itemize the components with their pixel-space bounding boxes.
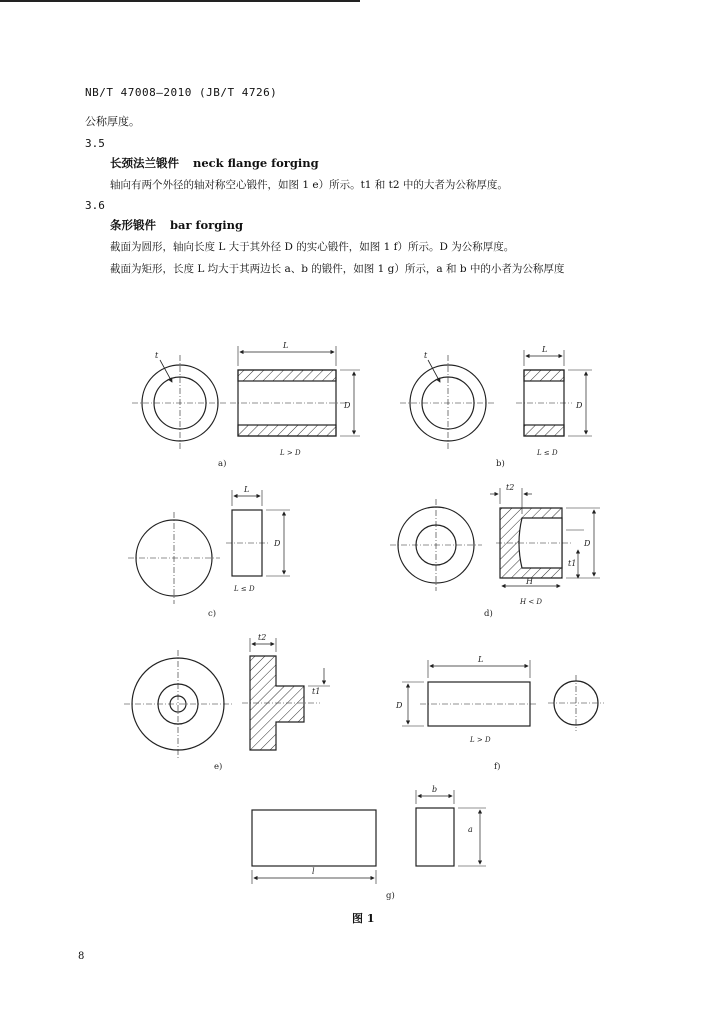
- dim-label: l: [312, 867, 315, 876]
- dim-label: t: [424, 351, 428, 360]
- dim-label: b: [432, 785, 438, 794]
- condition-label: L ≤ D: [537, 449, 558, 457]
- subfigure-label-b: b): [496, 459, 505, 469]
- subfigure-b: [400, 350, 592, 451]
- figure-caption: 图 1: [352, 912, 375, 925]
- dim-label: D: [576, 401, 583, 410]
- dim-label: t1: [312, 687, 321, 696]
- dim-label: L: [478, 655, 484, 664]
- subfigure-c: [128, 490, 290, 604]
- term-cn: 长颈法兰锻件: [110, 156, 179, 170]
- section-paragraph: 轴向有两个外径的轴对称空心锻件，如图 1 e）所示。t1 和 t2 中的大者为公称厚度。: [110, 179, 508, 191]
- subfigure-label-d: d): [484, 609, 493, 619]
- condition-label: L ≤ D: [234, 585, 255, 593]
- dim-label: H: [526, 577, 533, 586]
- condition-label: H < D: [520, 598, 543, 606]
- subfigure-e: [124, 638, 330, 758]
- subfigure-a: [132, 346, 360, 451]
- dim-label: D: [396, 701, 403, 710]
- dim-label: t2: [258, 633, 267, 642]
- subfigure-label-e: e): [214, 762, 223, 772]
- dim-label: D: [344, 401, 351, 410]
- page-number: 8: [78, 951, 85, 962]
- subfigure-d: [390, 488, 600, 591]
- subfigure-label-c: c): [208, 609, 217, 619]
- standard-header: NB/T 47008—2010 (JB/T 4726): [85, 86, 278, 99]
- subfigure-label-g: g): [386, 891, 395, 901]
- section-number-3-6: 3.6: [85, 199, 105, 212]
- dim-label: t: [155, 351, 159, 360]
- dim-label: L: [283, 341, 289, 350]
- dim-label: t2: [506, 483, 515, 492]
- dim-label: L: [244, 485, 250, 494]
- subfigure-f: [402, 660, 604, 731]
- subfigure-label-f: f): [494, 762, 501, 772]
- dim-label: L: [542, 345, 548, 354]
- condition-label: L > D: [470, 736, 491, 744]
- dim-label: a: [468, 825, 473, 834]
- subfigure-g: [252, 790, 486, 884]
- intro-text: 公称厚度。: [85, 115, 140, 128]
- dim-label: D: [274, 539, 281, 548]
- condition-label: L > D: [280, 449, 301, 457]
- term-cn: 条形锻件: [110, 218, 156, 232]
- term-en: neck flange forging: [193, 156, 319, 170]
- section-paragraph: 截面为圆形，轴向长度 L 大于其外径 D 的实心锻件，如图 1 f）所示。D 为公称厚度。: [110, 241, 515, 253]
- dim-label: D: [584, 539, 591, 548]
- dim-label: t1: [568, 559, 577, 568]
- section-number-3-5: 3.5: [85, 137, 105, 150]
- subfigure-label-a: a): [218, 459, 227, 469]
- term-en: bar forging: [170, 218, 244, 232]
- section-paragraph: 截面为矩形，长度 L 均大于其两边长 a、b 的锻件，如图 1 g）所示，a 和 b 中的小者为公称厚度: [110, 263, 565, 275]
